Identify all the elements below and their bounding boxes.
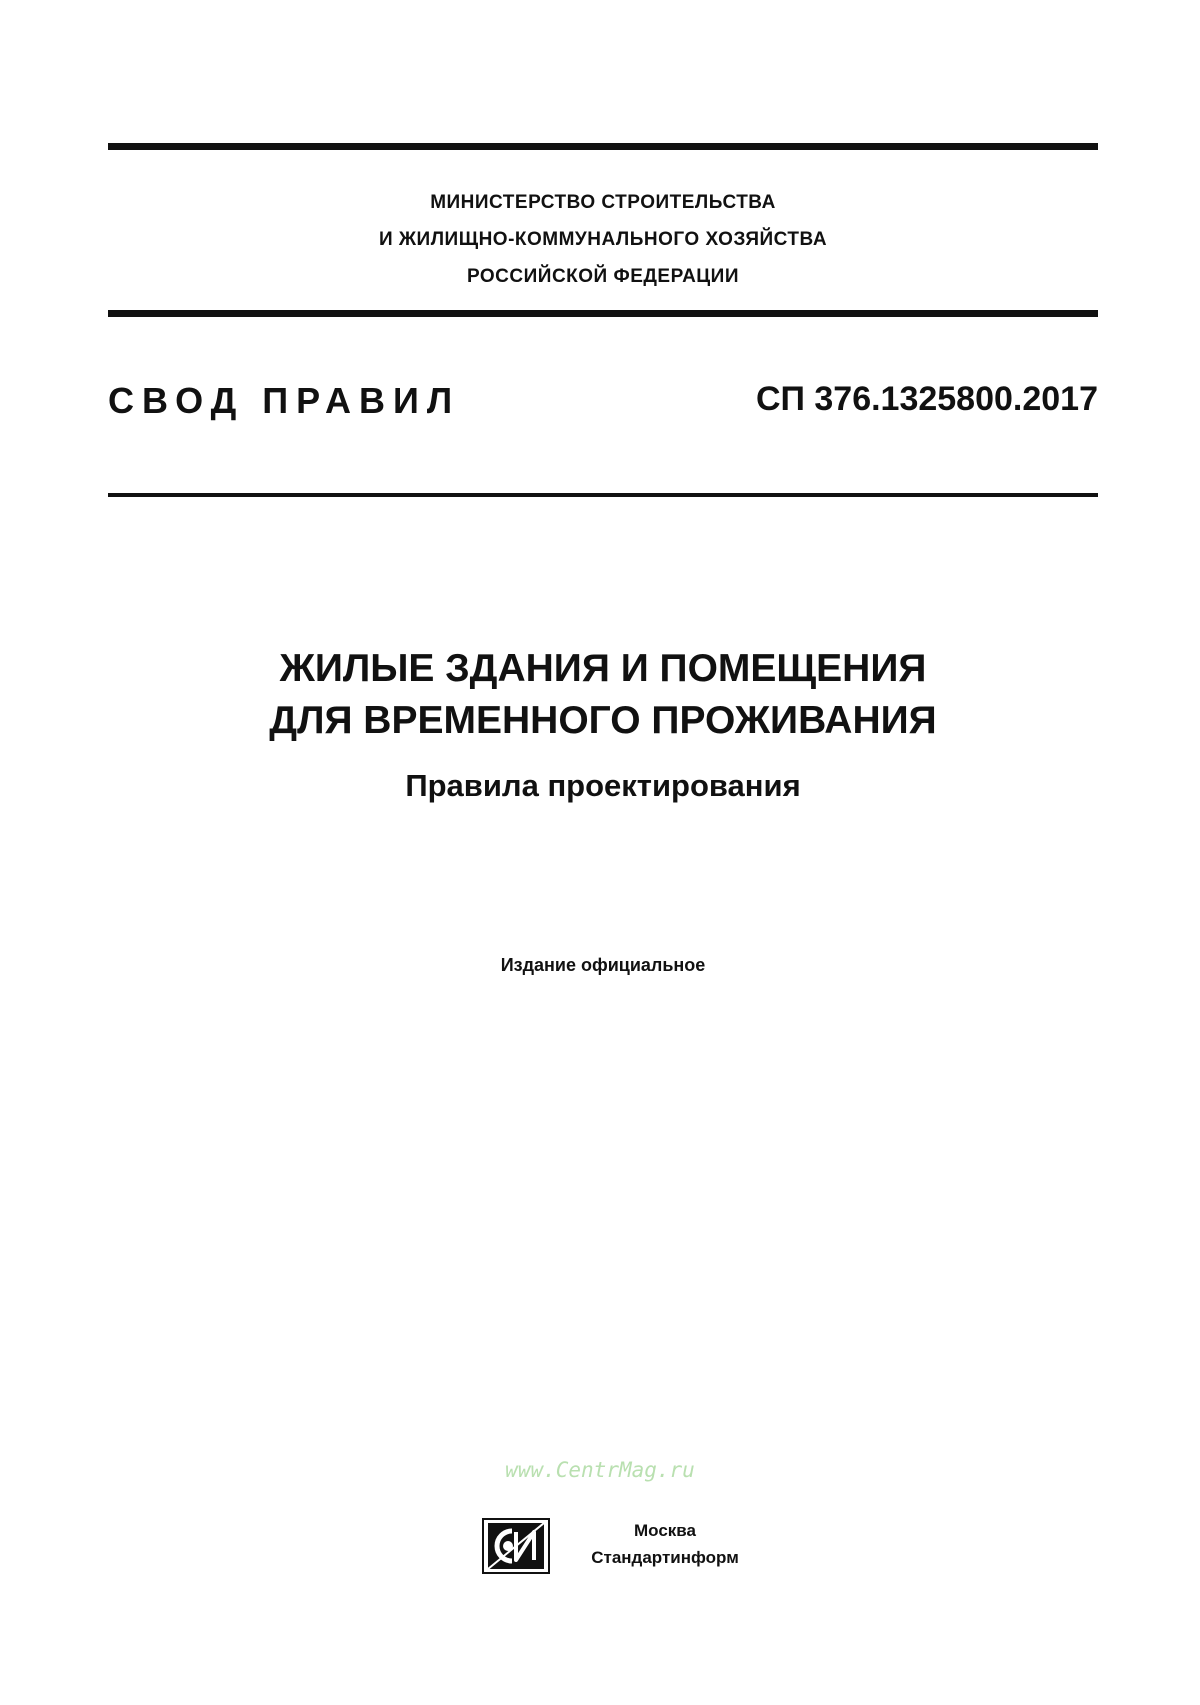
title-line-2: ДЛЯ ВРЕМЕННОГО ПРОЖИВАНИЯ xyxy=(269,699,937,742)
top-rule xyxy=(108,143,1098,150)
publisher-city: Москва xyxy=(634,1521,696,1540)
title-line-1: ЖИЛЫЕ ЗДАНИЯ И ПОМЕЩЕНИЯ xyxy=(279,647,927,690)
document-title xyxy=(108,643,1098,747)
designation-rule xyxy=(108,493,1098,497)
publisher-block xyxy=(565,1517,765,1571)
ministry-line-3: РОССИЙСКОЙ ФЕДЕРАЦИИ xyxy=(466,266,739,287)
document-subtitle: Правила проектирования xyxy=(405,768,801,803)
ministry-line-2: И ЖИЛИЩНО-КОММУНАЛЬНОГО ХОЗЯЙСТВА xyxy=(378,229,828,250)
ministry-line-1: МИНИСТЕРСТВО СТРОИТЕЛЬСТВА xyxy=(430,192,776,213)
standartinform-logo-icon xyxy=(482,1518,550,1574)
document-code: СП 376.1325800.2017 xyxy=(755,380,1098,418)
watermark-text: www.CentrMag.ru xyxy=(505,1458,695,1482)
edition-label: Издание официальное xyxy=(500,955,706,975)
ministry-bottom-rule xyxy=(108,310,1098,317)
document-type-label: СВОД ПРАВИЛ xyxy=(108,380,461,421)
ministry-name xyxy=(108,184,1098,295)
publisher-name: Стандартинформ xyxy=(591,1548,739,1567)
